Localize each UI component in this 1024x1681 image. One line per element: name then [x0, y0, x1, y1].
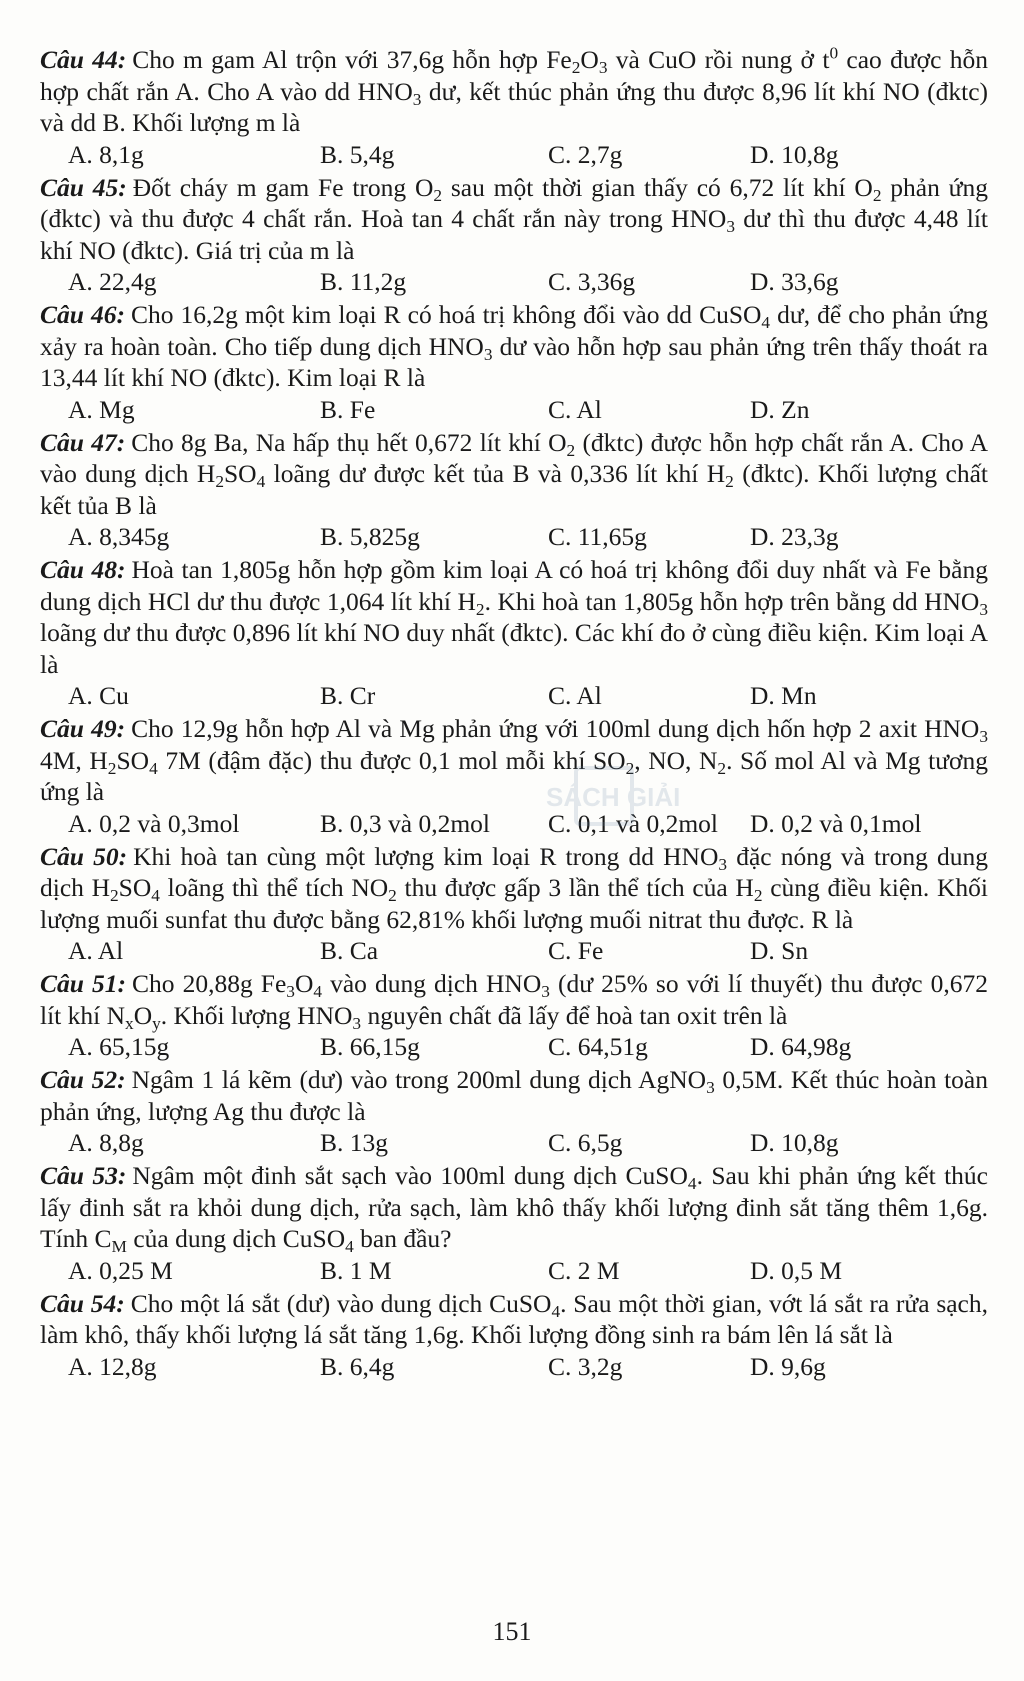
question-body: Khi hoà tan cùng một lượng kim loại R trong dd $HNO_3$ đặc nóng và trong dung dịch $H_2SO_4$ loãng thì thể tích $NO_2$ thu được gấp 3 lần thể tích của $H_2$ cùng điều kiện. Khối lượng muối sunfat thu được bằng 62,81% khối lượng muối nitrat thu được. R là [40, 841, 989, 934]
question-text [40, 1160, 988, 1255]
answer-options [40, 935, 988, 966]
question-text [40, 713, 988, 808]
answer-option-c: C. 2,7g [548, 139, 623, 169]
question-body: Cho 12,9g hỗn hợp Al và Mg phản ứng với 100ml dung dịch hốn hợp 2 axit $HNO_3$ 4M, $H_2SO_4$ 7M (đậm đặc) thu được 0,1 mol mỗi khí $SO_2$, NO, $N_2$. Số mol Al và Mg tương ứng là [40, 714, 989, 806]
answer-option-c: C. Al [548, 681, 602, 710]
svg-text:SÁCH GIẢI: SÁCH GIẢI [546, 782, 680, 812]
answer-option-c: C. 3,36g [548, 267, 636, 296]
question-text [40, 1064, 988, 1127]
answer-option-d: D. 10,8g [750, 139, 839, 169]
question-number: Câu 51: [40, 969, 126, 998]
question-text [40, 427, 988, 522]
answer-option-a: A. 0,25 M [68, 1255, 173, 1285]
answer-option-d: D. 23,3g [750, 522, 839, 551]
answer-option-b: B. 13g [320, 1128, 389, 1157]
question-number: Câu 52: [40, 1065, 126, 1094]
question-list [40, 44, 988, 1384]
answer-options [40, 394, 988, 425]
answer-option-a: A. 0,2 và 0,3mol [68, 808, 240, 838]
question-body: Hoà tan 1,805g hỗn hợp gồm kim loại A có hoá trị không đổi duy nhất và Fe bằng dung dịch HCl dư thu được 1,064 lít khí $H_2$. Khi hoà tan 1,805g hỗn hợp trên bằng dd $HNO_3$ loãng dư thu được 0,896 lít khí NO duy nhất (đktc). Các khí đo ở cùng điều kiện. Kim loại A là [40, 555, 988, 679]
question-text [40, 299, 988, 394]
answer-options [40, 680, 988, 711]
question-text [40, 1288, 988, 1351]
answer-option-d: D. 10,8g [750, 1128, 839, 1157]
answer-option-b: B. 1 M [320, 1255, 392, 1285]
question-body: Cho 20,88g $Fe_3O_4$ vào dung dịch $HNO_3$ (dư 25% so với lí thuyết) thu được 0,672 lít khí $N_xO_y$. Khối lượng $HNO_3$ nguyên chất đã lấy để hoà tan oxit trên là [40, 969, 989, 1033]
question-number: Câu 50: [40, 841, 128, 871]
question-number: Câu 48: [40, 555, 126, 584]
question-body: Ngâm 1 lá kẽm (dư) vào trong 200ml dung dịch AgNO$_3$ 0,5M. Kết thúc hoàn toàn phản ứng, lượng Ag thu được là [40, 1065, 989, 1126]
question-number: Câu 47: [40, 427, 126, 457]
question-text [40, 44, 988, 139]
question-body: Cho 16,2g một kim loại R có hoá trị không đổi vào dd CuSO$_4$ dư, để cho phản ứng xảy ra hoàn toàn. Cho tiếp dung dịch $HNO_3$ dư vào hỗn hợp sau phản ứng trên thấy thoát ra 13,44 lít khí NO (đktc). Kim loại R là [40, 300, 988, 392]
answer-options [40, 139, 988, 170]
answer-options [40, 266, 988, 297]
answer-option-d: D. 0,2 và 0,1mol [750, 808, 922, 838]
answer-option-b: B. 5,825g [320, 522, 420, 551]
answer-option-a: A. Al [68, 936, 124, 965]
answer-option-b: B. 11,2g [320, 267, 407, 296]
question-number: Câu 49: [40, 714, 126, 743]
answer-option-d: D. 0,5 M [750, 1255, 843, 1285]
answer-option-b: B. Ca [320, 936, 379, 965]
answer-option-b: B. 66,15g [320, 1032, 420, 1061]
question-text [40, 968, 988, 1031]
question-body: Đốt cháy m gam Fe trong $O_2$ sau một thời gian thấy có 6,72 lít khí $O_2$ phản ứng (đktc) và thu được 4 chất rắn. Hoà tan 4 chất rắn này trong $HNO_3$ dư thì thu được 4,48 lít khí NO (đktc). Giá trị của m là [40, 172, 988, 265]
answer-options [40, 808, 988, 839]
answer-option-d: D. Zn [750, 394, 810, 424]
answer-option-a: A. 12,8g [68, 1351, 157, 1381]
question-body: Cho 8g Ba, Na hấp thụ hết 0,672 lít khí $O_2$ (đktc) được hỗn hợp chất rắn A. Cho A vào dung dịch $H_2SO_4$ loãng dư được kết tủa B và 0,336 lít khí $H_2$ (đktc). Khối lượng chất kết tủa B là [40, 427, 989, 520]
answer-option-b: B. 0,3 và 0,2mol [320, 808, 490, 838]
question-number: Câu 44: [40, 45, 127, 74]
answer-option-a: A. 8,345g [68, 522, 170, 551]
question-body: Cho m gam Al trộn với 37,6g hỗn hợp $Fe_2O_3$ và CuO rồi nung ở $t^0$ cao được hỗn hợp chất rắn A. Cho A vào dd $HNO_3$ dư, kết thúc phản ứng thu được 8,96 lít khí NO (đktc) và dd B. Khối lượng m là [40, 43, 989, 137]
question-number: Câu 45: [40, 172, 127, 202]
answer-option-d: D. Mn [750, 681, 817, 710]
answer-option-b: B. 6,4g [320, 1351, 395, 1381]
question-text [40, 554, 988, 680]
page-number: 151 [492, 1617, 532, 1646]
answer-option-c: C. Fe [548, 936, 604, 965]
answer-option-d: D. 33,6g [750, 267, 839, 296]
question-text [40, 841, 988, 936]
question-number: Câu 46: [40, 300, 125, 329]
answer-option-a: A. 65,15g [68, 1032, 170, 1061]
answer-option-a: A. 22,4g [68, 267, 157, 296]
answer-option-c: C. 2 M [548, 1255, 620, 1285]
answer-options [40, 1127, 988, 1158]
answer-option-b: B. Fe [320, 394, 376, 424]
answer-option-d: D. Sn [750, 936, 809, 965]
answer-option-c: C. 6,5g [548, 1128, 623, 1157]
question-number: Câu 54: [40, 1288, 125, 1318]
question-body: Cho một lá sắt (dư) vào dung dịch CuSO$_4$. Sau một thời gian, vớt lá sắt ra rửa sạch, làm khô, thấy khối lượng lá sắt tăng 1,6g. Khối lượng đồng sinh ra bám lên lá sắt là [40, 1288, 989, 1349]
question-number: Câu 53: [40, 1161, 127, 1190]
answer-option-d: D. 9,6g [750, 1351, 826, 1381]
answer-option-a: A. 8,8g [68, 1128, 144, 1157]
answer-option-a: A. Cu [68, 681, 129, 710]
answer-option-a: A. Mg [68, 394, 135, 424]
answer-option-a: A. 8,1g [68, 139, 144, 169]
answer-options [40, 1031, 988, 1062]
answer-option-c: C. Al [548, 394, 602, 424]
answer-option-c: C. 3,2g [548, 1351, 623, 1381]
answer-option-b: B. Cr [320, 681, 376, 710]
answer-options [40, 1255, 988, 1286]
question-text [40, 172, 988, 267]
answer-options [40, 521, 988, 552]
answer-option-c: C. 0,1 và 0,2mol [548, 808, 718, 838]
answer-options [40, 1351, 988, 1382]
answer-option-c: C. 11,65g [548, 522, 647, 551]
answer-option-b: B. 5,4g [320, 139, 395, 169]
question-body: Ngâm một đinh sắt sạch vào 100ml dung dịch CuSO$_4$. Sau khi phản ứng kết thúc lấy đinh sắt ra khỏi dung dịch, rửa sạch, làm khô thấy khối lượng đinh sắt tăng thêm 1,6g. Tính $C_M$ của dung dịch CuSO$_4$ ban đầu? [40, 1161, 988, 1256]
answer-option-d: D. 64,98g [750, 1032, 852, 1061]
answer-option-c: C. 64,51g [548, 1032, 648, 1061]
